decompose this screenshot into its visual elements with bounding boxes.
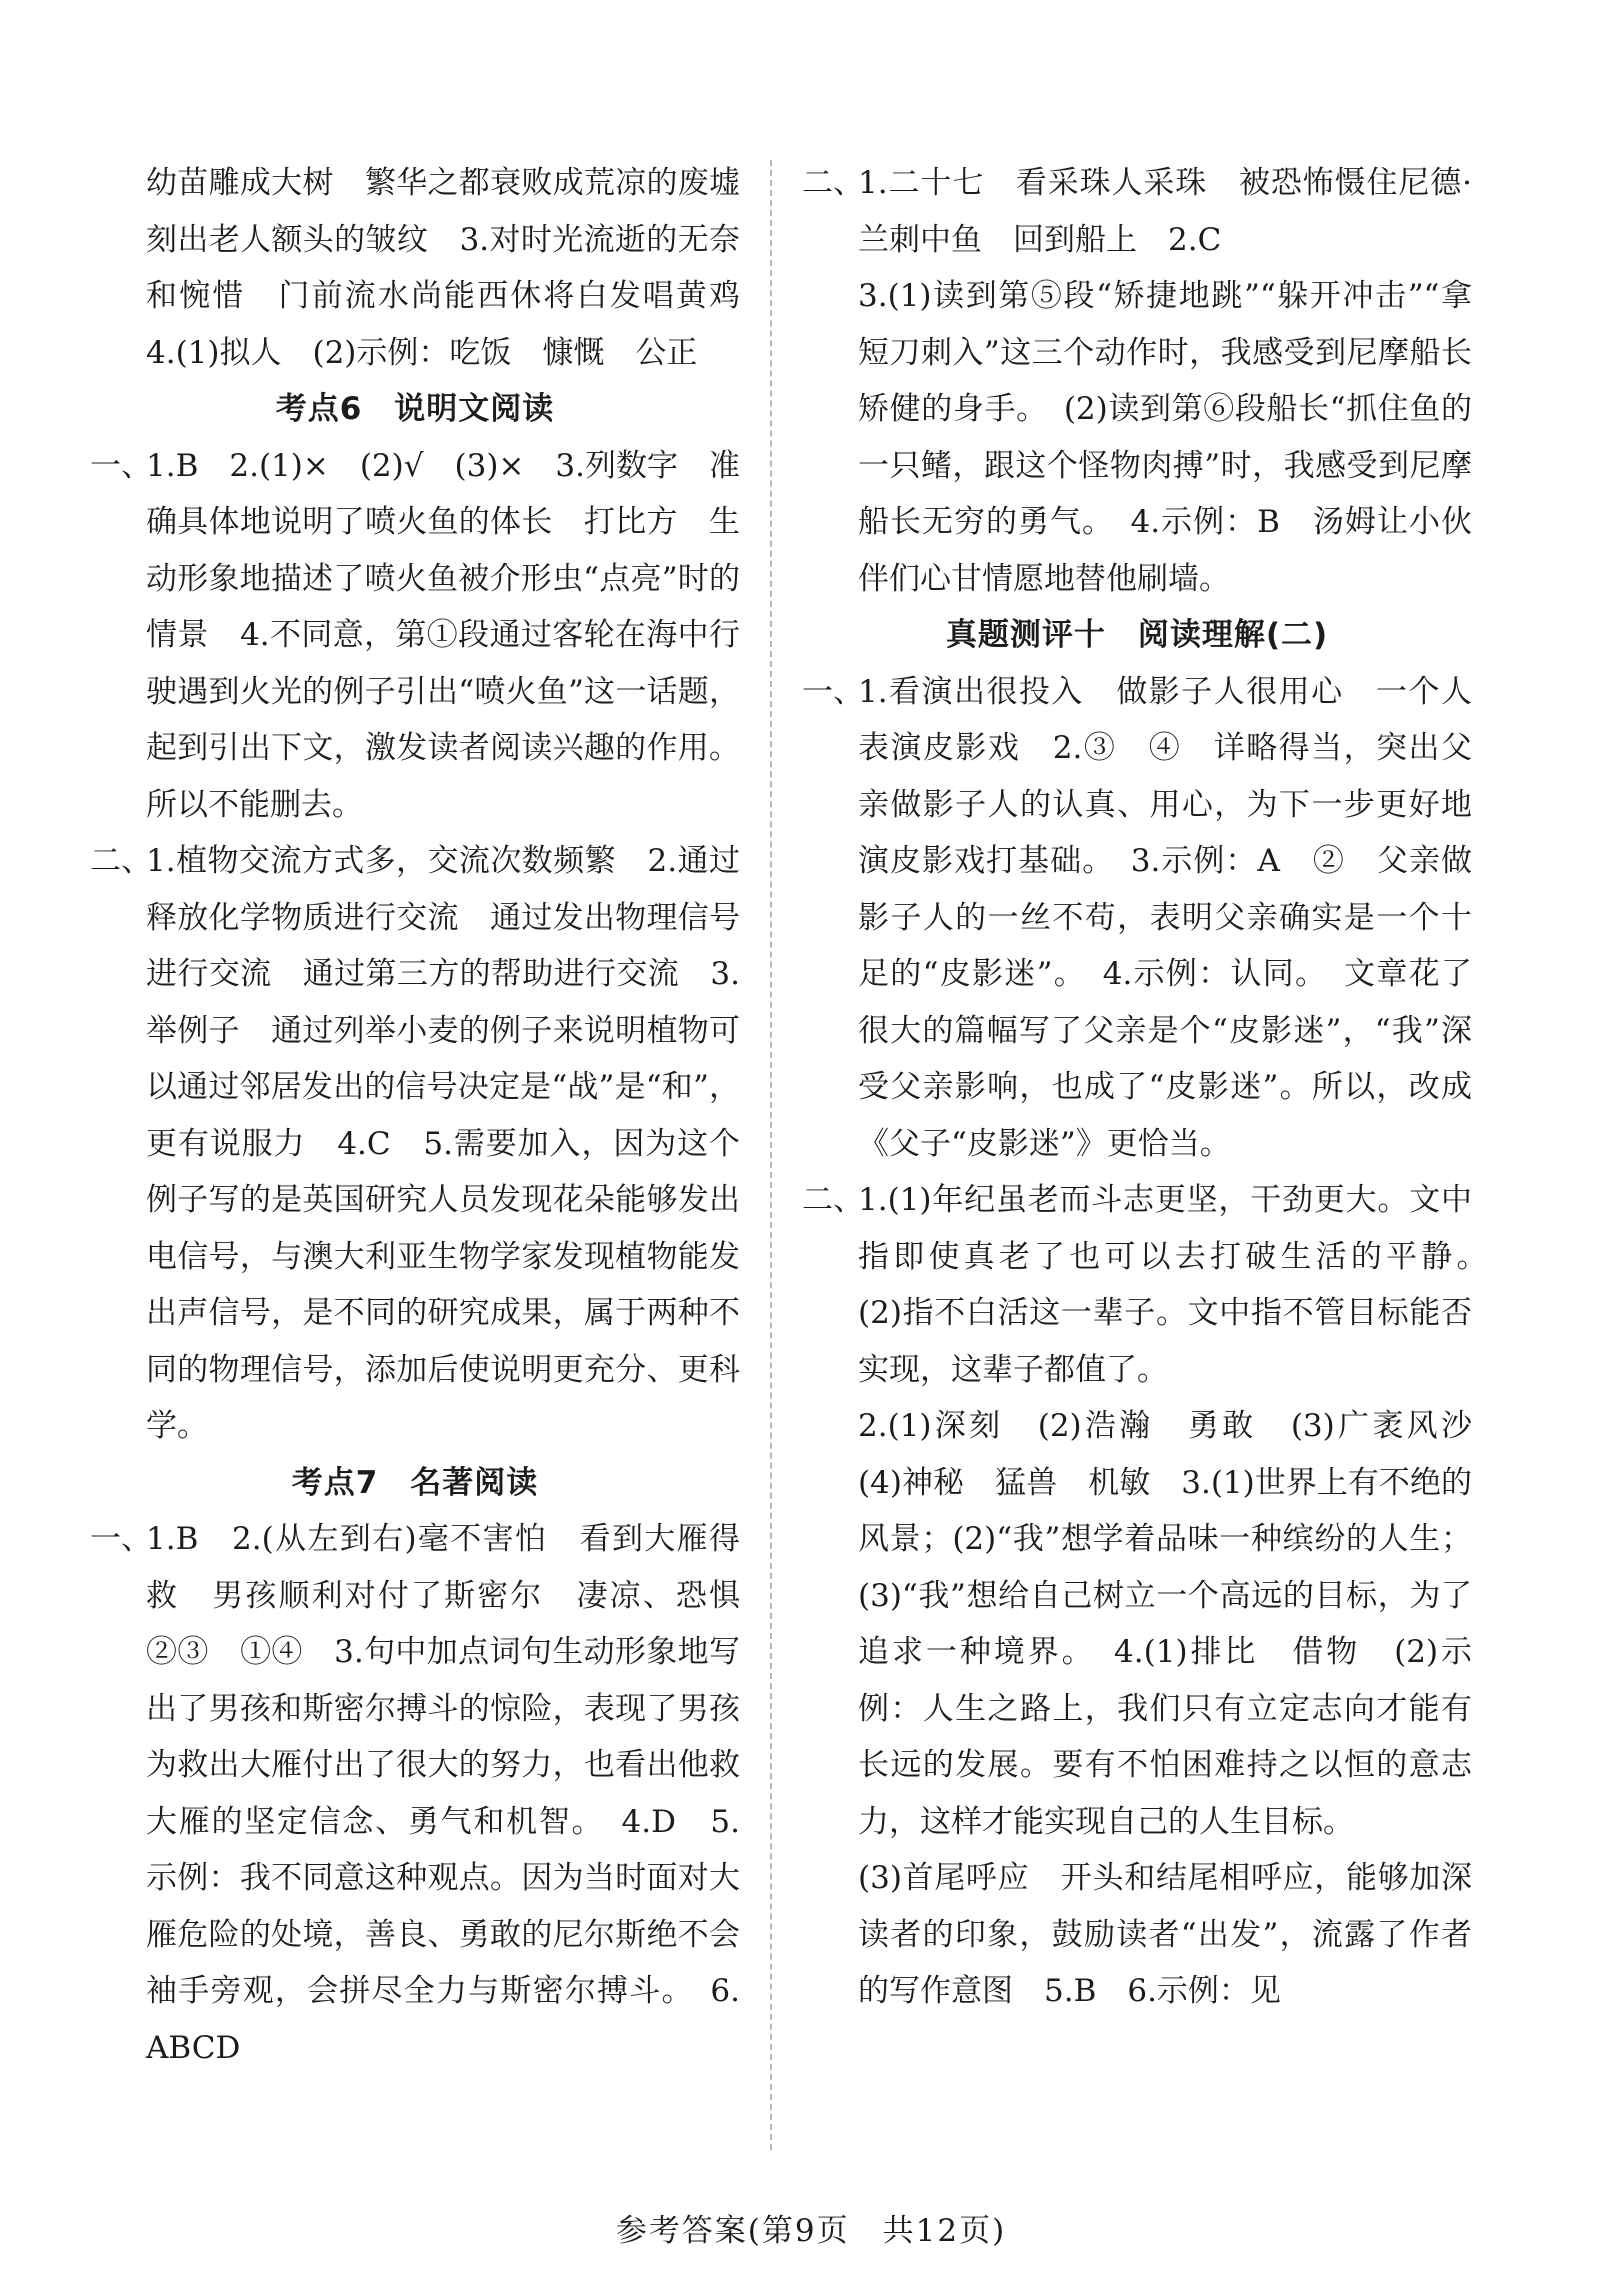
section-heading-6: 考点6 说明文阅读 [275, 391, 555, 427]
section-heading-7: 考点7 名著阅读 [291, 1464, 539, 1501]
answer-block-r2: 二、1.二十七 看采珠人采珠 被恐怖慑住尼德·兰刺中鱼 回到船上 2.C [802, 155, 1472, 268]
item-number: 一、 [90, 447, 152, 484]
column-divider [770, 160, 772, 2150]
answer-block-r3: 3.(1)读到第⑤段“矫捷地跳”“躲开冲击”“拿短刀刺入”这三个动作时，我感受到尼摩船长矫健的身手。 (2)读到第⑥段船长“抓住鱼的一只鳍，跟这个怪物肉搏”时，我感受到尼摩船长无穷的勇气。 4.示例：B 汤姆让小伙伴们心甘情愿地替他刷墙。 [858, 278, 1472, 597]
answer-block-6-2: 二、1.植物交流方式多，交流次数频繁 2.通过释放化学物质进行交流 通过发出物理信号进行交流 通过第三方的帮助进行交流 3.举例子 通过列举小麦的例子来说明植物可以通过邻居发出的信号决定是“战”是“和”，更有说服力 4.C 5.需要加入，因为这个例子写的是英国研究人员发现花朵能够发出电信号，与澳大利亚生物学家发现植物能发出声信号，是不同的研究成果，属于两种不同的物理信号，添加后使说明更充分、更科学。 [90, 833, 740, 1455]
answer-block-t1: 一、1.看演出很投入 做影子人很用心 一个人表演皮影戏 2.③ ④ 详略得当，突出父亲做影子人的认真、用心，为下一步更好地演皮影戏打基础。 3.示例：A ② 父亲做影子人的一丝不苟，表明父亲确实是一个十足的“皮影迷”。 4.示例：认同。 文章花了很大的篇幅写了父亲是个“皮影迷”，“我”深受父亲影响，也成了“皮影迷”。所以，改成《父子“皮影迷”》更恰当。 [802, 664, 1472, 1173]
answer-block-t3: 2.(1)深刻 (2)浩瀚 勇敢 (3)广袤风沙 (4)神秘 猛兽 机敏 3.(1)世界上有不绝的风景；(2)“我”想学着品味一种缤纷的人生；(3)“我”想给自己树立一个高远的目标，为了追求一种境界。 4.(1)排比 借物 (2)示例：人生之路上，我们只有立定志向才能有长远的发展。要有不怕困难持之以恒的意志力，这样才能实现自己的人生目标。 [858, 1408, 1503, 1840]
item-number: 二、 [802, 1182, 864, 1218]
left-column [90, 155, 771, 2076]
item-number: 二、 [802, 165, 864, 201]
section-heading-10: 真题测评十 阅读理解(二) [945, 617, 1329, 653]
item-number: 一、 [90, 1521, 152, 1557]
answer-block-top: 幼苗雕成大树 繁华之都衰败成荒凉的废墟 刻出老人额头的皱纹 3.对时光流逝的无奈和惋惜 门前流水尚能西休将白发唱黄鸡 4.(1)拟人 (2)示例：吃饭 慷慨 公正 [146, 165, 771, 371]
item-number: 一、 [802, 673, 864, 710]
answer-block-7-1: 一、1.B 2.(从左到右)毫不害怕 看到大雁得救 男孩顺利对付了斯密尔 凄凉、恐惧 ②③ ①④ 3.句中加点词句生动形象地写出了男孩和斯密尔搏斗的惊险，表现了男孩为救出大雁付出了很大的努力，也看出他救大雁的坚定信念、勇气和机智。 4.D 5.示例：我不同意这种观点。因为当时面对大雁危险的处境，善良、勇敢的尼尔斯绝不会袖手旁观，会拼尽全力与斯密尔搏斗。 6.ABCD [90, 1511, 740, 2076]
answer-block-6-1: 一、1.B 2.(1)× (2)√ (3)× 3.列数字 准确具体地说明了喷火鱼的体长 打比方 生动形象地描述了喷火鱼被介形虫“点亮”时的情景 4.不同意，第①段通过客轮在海中行驶遇到火光的例子引出“喷火鱼”这一话题，起到引出下文，激发读者阅读兴趣的作用。所以不能删去。 [90, 438, 740, 834]
answer-block-t4: (3)首尾呼应 开头和结尾相呼应，能够加深读者的印象，鼓励读者“出发”，流露了作者的写作意图 5.B 6.示例：见 [858, 1860, 1472, 2009]
answer-block-t2: 二、1.(1)年纪虽老而斗志更坚，干劲更大。文中指即使真老了也可以去打破生活的平静。 (2)指不白活这一辈子。文中指不管目标能否实现，这辈子都值了。 [802, 1172, 1472, 1398]
page-footer: 参考答案(第9页 共12页) [615, 2213, 1007, 2249]
right-column [802, 155, 1503, 2020]
item-number: 二、 [90, 843, 152, 879]
